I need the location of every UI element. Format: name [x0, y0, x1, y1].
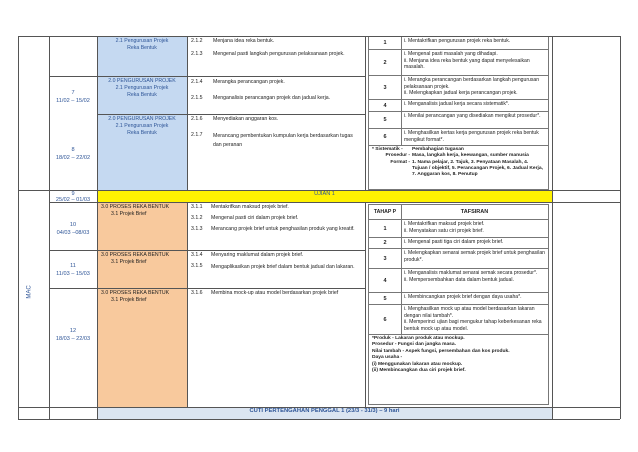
rubric-header-desc: TAFSIRAN — [460, 209, 489, 215]
objective-text: Mengenal pasti ciri dalam projek brief. — [211, 215, 299, 222]
grid-line — [49, 288, 365, 289]
topic-main: 2.0 PENGURUSAN PROJEK — [108, 78, 176, 84]
rubric-level: 2 — [369, 50, 402, 75]
objective-code: 2.1.2 — [191, 38, 203, 44]
week-dates: 25/02 – 01/03 — [55, 197, 91, 204]
note-key: Prosedur - — [385, 153, 410, 159]
rubric-row-2 — [369, 49, 548, 75]
topic-main: 2.0 PENGURUSAN PROJEK — [108, 116, 176, 122]
holiday-label: CUTI PERTENGAHAN PENGGAL 1 (23/3 - 31/3) – 9 hari — [249, 408, 400, 414]
week-dates: 18/03 – 22/03 — [55, 335, 91, 342]
note-item: (ii) Membincangkan dua ciri projek brief. — [372, 367, 466, 373]
topic-block6 — [101, 290, 187, 304]
topic-main: 3.0 PROSES REKA BENTUK — [101, 290, 170, 296]
week-7 — [49, 90, 97, 106]
rubric-desc: i. Mengenal pasti tiga ciri dalam projek brief. — [404, 239, 504, 245]
objective-item — [191, 290, 363, 297]
objective-code: 3.1.1 — [191, 204, 203, 210]
rubric-row-4 — [369, 268, 548, 292]
objective-code: 2.1.3 — [191, 51, 203, 58]
grid-line — [97, 114, 365, 115]
rubric-row-3 — [369, 248, 548, 268]
rubric-row-2 — [369, 237, 548, 248]
topic-sub: 3.1 Projek Brief — [111, 259, 147, 266]
rubric-desc: i. Menganalisis jadual kerja secara sistematik*. — [404, 101, 510, 107]
objective-item — [191, 51, 361, 58]
rubric-desc: i. Mentakrifkan pengurusan projek reka bentuk. — [404, 38, 511, 44]
objective-item — [191, 116, 361, 123]
objective-item — [191, 252, 363, 259]
rubric-level: 1 — [369, 37, 402, 49]
objective-item — [191, 226, 363, 233]
rubric-row-5 — [369, 292, 548, 304]
objective-text: Menyaring maklumat dalam projek brief. — [211, 252, 304, 258]
objective-code: 3.1.3 — [191, 226, 203, 233]
objectives-block5 — [191, 252, 363, 278]
objective-item — [191, 38, 361, 45]
objective-text: Mengaplikasikan projek brief dalam bentuk jadual dan lakaran. — [211, 264, 355, 271]
rubric-level: 2 — [369, 238, 402, 248]
objective-code: 2.1.5 — [191, 95, 203, 102]
rubric-desc: i. Mentakrifkan maksud projek brief. ii. Menyatakan satu ciri projek brief. — [404, 221, 485, 234]
rubric-desc: i. Melengkapkan senarai semak projek brief untuk penghasilan produk*. — [404, 250, 546, 263]
rubric-row-1 — [369, 37, 548, 49]
objective-item — [191, 215, 363, 222]
rubric-header — [369, 205, 548, 219]
week-dates: 11/03 – 15/03 — [56, 270, 90, 277]
grid-line — [365, 202, 366, 407]
objective-text: Merangka perancangan projek. — [213, 79, 285, 85]
objectives-block3 — [191, 116, 361, 157]
rubric-level: 6 — [369, 305, 402, 334]
topic-block3 — [97, 116, 187, 137]
grid-line — [49, 250, 365, 251]
note-value: 1. Nama pelajar, 2. Tajuk, 3. Penyataan Masalah, 4. Tujuan / objektif, 5. Perancangan Projek, 6. Jadual Kerja, 7. Anggaran kos, 8. Penutup — [412, 159, 543, 178]
note-item: Prosedur - Fungsi dan jangka masa. — [372, 342, 456, 348]
topic-sub: 3.1 Projek Brief — [111, 297, 147, 304]
objective-code: 3.1.5 — [191, 263, 203, 270]
rubric-header-level: TAHAP P — [369, 205, 402, 219]
note-item: *Produk - Lakaran produk atau mockup. — [372, 336, 465, 341]
week-number: 7 — [71, 90, 75, 96]
week-10 — [49, 222, 97, 238]
topic-main: 3.0 PROSES REKA BENTUK — [101, 252, 170, 258]
week-number: 9 — [71, 191, 75, 197]
week-number: 12 — [69, 328, 77, 334]
grid-line — [18, 419, 620, 420]
note-item: Daya usaha - — [372, 355, 403, 361]
objectives-block4 — [191, 204, 363, 239]
topic-block4 — [101, 204, 187, 218]
rubric-row-6 — [369, 128, 548, 145]
rubric-desc: i. Menganalisis maklumat senarai semak secara prosedur*. ii. Mempersembahkan data dalam bentuk jadual. — [404, 270, 538, 283]
objective-code: 2.1.6 — [191, 116, 203, 122]
objective-text: Menganalisis perancangan projek dan jadual kerja. — [213, 95, 331, 102]
grid-line — [49, 202, 620, 203]
topic-main: 3.0 PROSES REKA BENTUK — [101, 204, 170, 210]
topic-block5 — [101, 252, 187, 266]
exam-label: UJIAN 1 — [314, 191, 335, 197]
topic-sub: 2.1 Pengurusan Projek Reka Bentuk — [115, 85, 169, 99]
topic-block2 — [97, 78, 187, 99]
week-9 — [49, 191, 97, 204]
objective-text: Menyediakan anggaran kos. — [213, 116, 279, 122]
objective-text: Mengenal pasti langkah pengurusan pelaksanaan projek. — [213, 51, 345, 58]
objective-item — [191, 79, 363, 86]
grid-line — [365, 36, 366, 190]
objective-item — [191, 132, 361, 151]
rubric-table-2 — [368, 204, 549, 405]
objective-code: 3.1.6 — [191, 290, 203, 296]
objective-item — [191, 204, 363, 211]
objectives-block6 — [191, 290, 363, 303]
rubric-notes — [369, 145, 548, 189]
rubric-notes — [369, 334, 548, 404]
rubric-row-4 — [369, 99, 548, 111]
rubric-desc: i. Merangka perancangan berdasarkan langkah pengurusan pelaksanaan projek. ii. Melengkapkan jadual kerja perancangan projek. — [404, 77, 540, 97]
note-key: * Sistematik - — [372, 147, 403, 152]
topic-block1: 2.1 Pengurusan Projek Reka Bentuk — [115, 38, 169, 52]
objective-item — [191, 95, 363, 102]
objectives-block2 — [191, 79, 363, 108]
grid-line — [18, 36, 19, 419]
rubric-row-5 — [369, 111, 548, 128]
topic-cell-block6 — [97, 288, 187, 407]
topic-sub: 2.1 Pengurusan Projek Reka Bentuk — [115, 123, 169, 137]
rubric-level: 3 — [369, 76, 402, 99]
rubric-level: 5 — [369, 293, 402, 304]
objective-text: Merancang projek brief untuk penghasilan produk yang kreatif. — [211, 226, 355, 233]
note-value: Pembahagian tugasan — [412, 147, 464, 152]
objective-code: 3.1.4 — [191, 252, 203, 258]
rubric-level: 4 — [369, 100, 402, 111]
rubric-level: 1 — [369, 220, 402, 237]
note-item: (i) Menggunakan lakaran atau mockup. — [372, 361, 463, 367]
topic-sub: 3.1 Projek Brief — [111, 211, 147, 218]
grid-line — [187, 202, 188, 407]
rubric-row-6 — [369, 304, 548, 334]
note-item: Nilai tambah - Aspek fungsi, persembahan dan kos produk. — [372, 348, 510, 354]
grid-line — [49, 76, 365, 77]
rubric-level: 4 — [369, 269, 402, 292]
rubric-desc: i. Membincangkan projek brief dengan daya usaha*. — [404, 294, 522, 300]
rubric-desc: i. Menilai perancangan yang disediakan mengikut prosedur*. — [404, 113, 541, 119]
rubric-row-3 — [369, 75, 548, 99]
note-value: Masa, langkah kerja, keewangan, sumber manusia — [412, 153, 529, 159]
month-label: MAC — [26, 285, 33, 299]
week-dates: 18/02 – 22/02 — [55, 154, 91, 161]
objective-text: Mentakrifkan maksud projek brief. — [211, 204, 289, 210]
objective-text: Menjana idea reka bentuk. — [213, 38, 275, 44]
week-number: 8 — [71, 147, 75, 153]
objective-code: 3.1.2 — [191, 215, 203, 222]
rubric-level: 6 — [369, 129, 402, 145]
week-dates: 11/02 – 15/02 — [56, 97, 90, 104]
rubric-desc: i. Menghasilkan kertas kerja pengurusan projek reka bentuk mengikut format*. — [404, 130, 539, 143]
objective-code: 2.1.7 — [191, 132, 203, 139]
rubric-level: 3 — [369, 249, 402, 268]
grid-line — [187, 36, 188, 190]
note-item — [372, 160, 545, 179]
week-11 — [49, 263, 97, 279]
week-number: 11 — [70, 263, 76, 269]
week-dates: 04/03 –08/03 — [56, 229, 90, 236]
objectives-block1 — [191, 38, 361, 64]
rubric-table-1 — [368, 37, 549, 190]
week-8 — [49, 147, 97, 163]
rubric-desc: i. Menghasilkan mock up atau model berdasarkan lakaran dengan nilai tambah*. ii. Memperinci ujian bagi mengukur tahap keberkesanan reka bentuk mock up atau model. — [404, 306, 542, 332]
objective-text: Membina mock-up atau model berdasarkan projek brief — [211, 290, 339, 296]
grid-line — [620, 36, 621, 419]
objective-code: 2.1.4 — [191, 79, 203, 85]
rubric-row-1 — [369, 219, 548, 237]
objective-item — [191, 263, 363, 272]
note-key: Format - — [390, 159, 410, 165]
rubric-desc: i. Mengenal pasti masalah yang dihadapi. ii. Menjana idea reka bentuk yang dapat menyelesaikan masalah. — [404, 51, 530, 71]
objective-text: Merancang pembentukan kumpulan kerja berdasarkan tugas dan peranan — [213, 133, 353, 149]
grid-line — [552, 36, 553, 419]
rubric-level: 5 — [369, 112, 402, 128]
week-number: 10 — [69, 222, 77, 228]
week-12 — [49, 328, 97, 344]
